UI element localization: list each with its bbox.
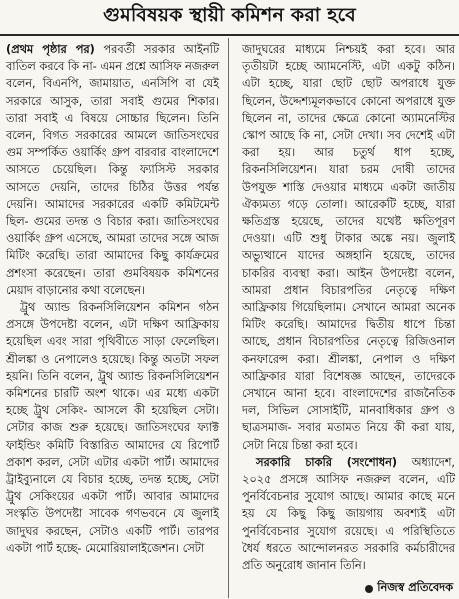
right-paragraph-2	[242, 454, 455, 574]
headline-bar	[0, 0, 459, 36]
right-column	[242, 41, 455, 574]
left-paragraph-2: ট্রুথ অ্যান্ড রিকনসিলিয়েশন কমিশন গঠন প্রসঙ্গে উপদেষ্টা বলেন, এটা দক্ষিণ আফ্রিকায় হয়েছিল এবং সারা পৃথিবীতে সাড়া ফেলেছিল। শ্রীলঙ্কা ও নেপালেও হয়েছে। কিন্তু অতটা সফল হয়নি। তিনি বলেন, ট্রুথ অ্যান্ড রিকনসিলিয়েশন কমিশনের চারটি অংশ থাকে। এর মধ্যে একটা হচ্ছে ট্রুথ সেকিং- আসলে কী হয়েছিল সেটা। সেটার কাজ শুরু হয়েছে। জাতিসংঘের ফ্যাক্ট ফাইন্ডিং কমিটি বিস্তারিত আমাদের যে রিপোর্ট প্রকাশ করল, সেটা এটার একটা পার্ট। আমাদের ট্রাইব্যুনালে যে বিচার হচ্ছে, তদন্ত হচ্ছে, সেটা ট্রুথ সেকিংয়ের একটা পার্ট। আবার আমাদের সংস্কৃতি উপদেষ্টা সাবেক গণভবনে যে জুলাই জাদুঘর করছেন, সেটাও একটি পার্ট। তারপর একটা পার্ট হচ্ছে- মেমোরিয়ালাইজেশন। সেটা	[6, 301, 219, 555]
subhead: সরকারি চাকরি (সংশোধন)	[256, 455, 398, 469]
left-column	[6, 41, 219, 557]
left-paragraph-1	[6, 41, 219, 299]
byline-text: নিজস্ব প্রতিবেদক	[377, 581, 453, 594]
right-paragraph-1: জাদুঘরের মাধ্যমে নিশ্চয়ই করা হবে। আর তৃতীয়টা হচ্ছে অ্যামনেস্টি, এটা একটু কঠিন। এটা হচ্ছে, যারা ছোট ছোট অপরাধে যুক্ত ছিলেন, উদ্দেশ্যমূলকভাবে কোনো অপরাধে যুক্ত ছিলেন না, তাদের ক্ষেত্রে কোনো অ্যামনেস্টির স্কোপ আছে কি না, সেটা দেখা। সব দেশেই এটা করা হয়। আর চতুর্থ ধাপ হচ্ছে, রিকনসিলিয়েশন। যারা চরম দোষী তাদের উপযুক্ত শাস্তি দেওয়ার মাধ্যমে একটা জাতীয় ঐক্যমত্য গড়ে তোলা। আরেকটি হচ্ছে, যারা ক্ষতিগ্রস্ত হয়েছে, তাদের যথেষ্ট ক্ষতিপূরণ দেওয়া। এটি শুধু টাকার অঙ্কে নয়। জুলাই অভ্যুত্থানে যাদের অঙ্গহানি হয়েছে, তাদের চাকরির ব্যবস্থা করা। আইন উপদেষ্টা বলেন, আমরা প্রধান বিচারপতির নেতৃত্বে দক্ষিণ আফ্রিকায় গিয়েছিলাম। সেখানে আমরা অনেক মিটিং করেছি। আমাদের দ্বিতীয় ধাপে চিন্তা আছে, প্রধান বিচারপতির নেতৃত্বে রিজিওনাল কনফারেন্স করা। শ্রীলঙ্কা, নেপাল ও দক্ষিণ আফ্রিকার যারা বিশেষজ্ঞ আছেন, তাদেরকে সেখানে আনা হবে। বাংলাদেশের রাজনৈতিক দল, সিভিল সোসাইটি, মানবাধিকার গ্রুপ ও ছাত্রসমাজ- সবার মতামত নিয়ে কী করা যায়, সেটা নিয়ে চিন্তা করা হবে।	[242, 43, 455, 452]
headline: গুমবিষয়ক স্থায়ী কমিশন করা হবে	[103, 4, 356, 26]
byline	[365, 579, 453, 598]
continued-marker: (প্রথম পৃষ্ঠার পর)	[6, 43, 95, 56]
left-paragraph-1-text: পরবর্তী সরকার আইনটি বাতিল করবে কি না- এমন প্রশ্নে আসিফ নজরুল বলেন, বিএনপি, জামায়াত, এনসিপি বা যেই সরকারে আসুক, তারা সবাই গুমের শিকার। তারা সবাই এ বিষয়ে সোচ্চার ছিলেন। তিনি বলেন, বিগত সরকারের আমলে জাতিসংঘের গুম সম্পর্কিত ওয়ার্কিং গ্রুপ বারবার বাংলাদেশে আসতে চেয়েছিল। কিন্তু ফ্যাসিস্ট সরকার আসতে দেয়নি, তাদের চিঠির উত্তর পর্যন্ত দেয়নি। আমাদের সরকারের একটি কমিটমেন্ট ছিল- গুমের তদন্ত ও বিচার করা। জাতিসংঘের ওয়ার্কিং গ্রুপ এসেছে, আমরা তাদের সঙ্গে আজ মিটিং করেছি। তারা আমাদের কিছু কার্যক্রমের প্রশংসা করেছেন। তারা গুমবিষয়ক কমিশনের মেয়াদ বাড়ানোর কথা বলেছেন।	[6, 43, 219, 297]
bullet-icon	[365, 585, 373, 593]
right-paragraph-2-text: অধ্যাদেশ, ২০২৫ প্রসঙ্গে আসিফ নজরুল বলেন, এটি পুনর্বিবেচনার সুযোগ আছে। আমার কাছে মনে হয় যে কিছু কিছু জায়গায় অবশ্যই এটা পুনর্বিবেচনার সুযোগ রয়েছে। এ পরিস্থিতিতে ধৈর্য ধরতে আন্দোলনরত সরকারি কর্মচারীদের প্রতি অনুরোধ জানান তিনি।	[242, 455, 455, 573]
column-divider	[228, 38, 229, 598]
